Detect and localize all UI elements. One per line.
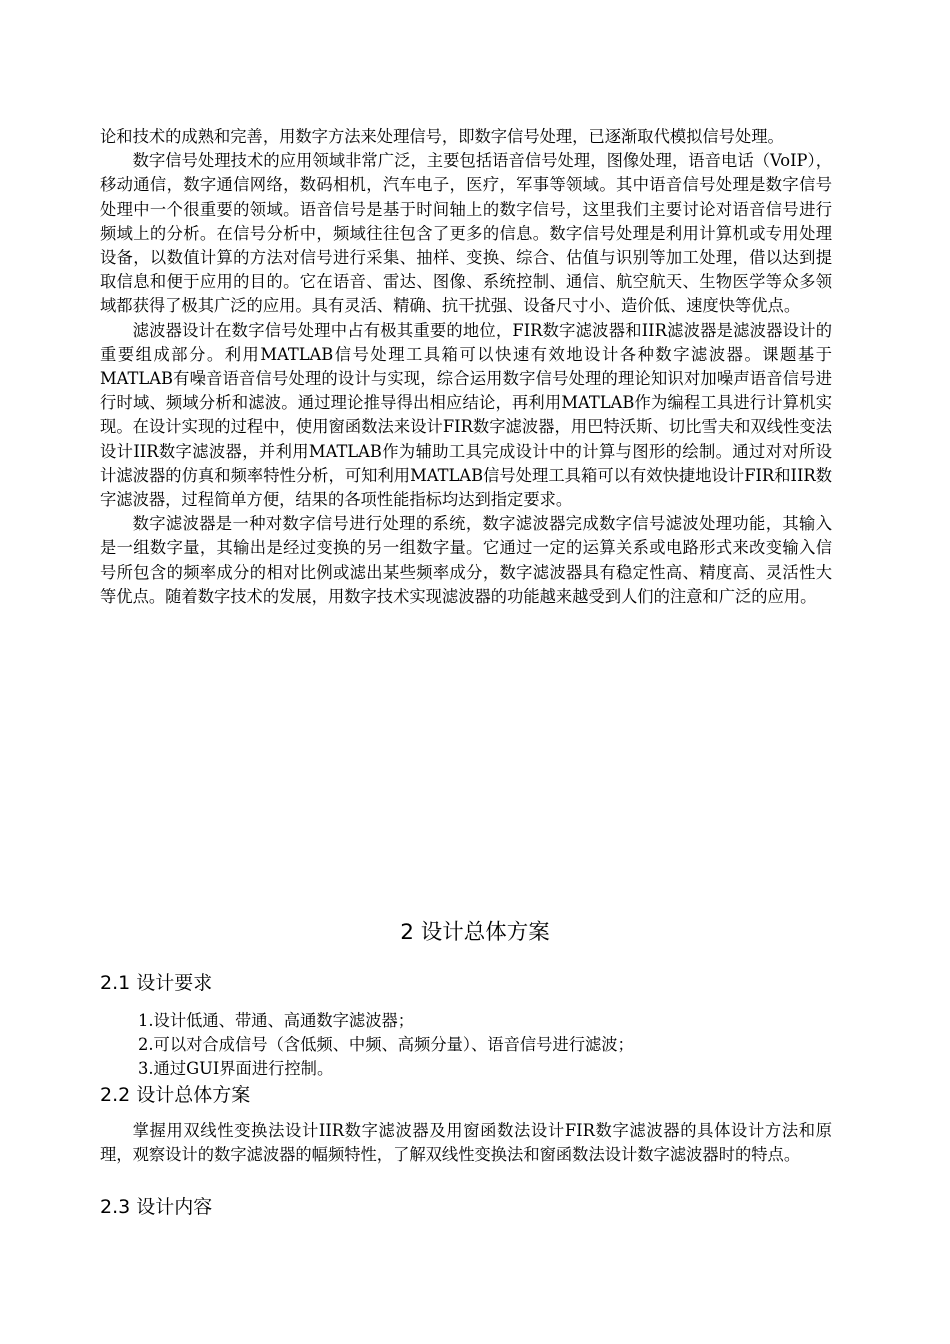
requirements-list bbox=[138, 1009, 634, 1082]
intro-paragraph-1: 论和技术的成熟和完善，用数字方法来处理信号，即数字信号处理，已逐渐取代模拟信号处理。 bbox=[100, 127, 784, 146]
intro-paragraph-2: 数字信号处理技术的应用领域非常广泛，主要包括语音信号处理，图像处理，语音电话（VoIP），移动通信，数字通信网络，数码相机，汽车电子，医疗，军事等领域。其中语音信号处理是数字信号处理中一个很重要的领域。语音信号是基于时间轴上的数字信号，这里我们主要讨论对语音信号进行频域上的分析。在信号分析中，频域往往包含了更多的信息。数字信号处理是利用计算机或专用处理设备，以数值计算的方法对信号进行采集、抽样、变换、综合、估值与识别等加工处理，借以达到提取信息和便于应用的目的。它在语音、雷达、图像、系统控制、通信、航空航天、生物医学等众多领域都获得了极其广泛的应用。具有灵活、精确、抗干扰强、设备尺寸小、造价低、速度快等优点。 bbox=[100, 151, 832, 316]
intro-paragraph-3: 滤波器设计在数字信号处理中占有极其重要的地位，FIR数字滤波器和IIR滤波器是滤波器设计的重要组成部分。利用MATLAB信号处理工具箱可以快速有效地设计各种数字滤波器。课题基于MATLAB有噪音语音信号处理的设计与实现，综合运用数字信号处理的理论知识对加噪声语音信号进行时域、频域分析和滤波。通过理论推导得出相应结论，再利用MATLAB作为编程工具进行计算机实现。在设计实现的过程中，使用窗函数法来设计FIR数字滤波器，用巴特沃斯、切比雪夫和双线性变法设计IIR数字滤波器，并利用MATLAB作为辅助工具完成设计中的计算与图形的绘制。通过对对所设计滤波器的仿真和频率特性分析，可知利用MATLAB信号处理工具箱可以有效快捷地设计FIR和IIR数字滤波器，过程简单方便，结果的各项性能指标均达到指定要求。 bbox=[100, 320, 832, 510]
section-2-2-body bbox=[100, 1119, 832, 1167]
chapter-title: 2 设计总体方案 bbox=[400, 920, 550, 945]
section-2-1-title: 2.1 设计要求 bbox=[100, 972, 213, 994]
section-2-2-paragraph: 掌握用双线性变换法设计IIR数字滤波器及用窗函数法设计FIR数字滤波器的具体设计方法和原理，观察设计的数字滤波器的幅频特性，了解双线性变换法和窗函数法设计数字滤波器时的特点。 bbox=[100, 1121, 832, 1165]
section-2-3-title: 2.3 设计内容 bbox=[100, 1196, 213, 1218]
requirement-item: 2.可以对合成信号（含低频、中频、高频分量）、语音信号进行滤波； bbox=[138, 1035, 634, 1055]
intro-section bbox=[100, 125, 832, 609]
requirement-item: 1.设计低通、带通、高通数字滤波器； bbox=[138, 1011, 415, 1030]
section-2-2-title: 2.2 设计总体方案 bbox=[100, 1084, 251, 1106]
intro-paragraph-4: 数字滤波器是一种对数字信号进行处理的系统，数字滤波器完成数字信号滤波处理功能，其输入是一组数字量，其输出是经过变换的另一组数字量。它通过一定的运算关系或电路形式来改变输入信号所包含的频率成分的相对比例或滤出某些频率成分，数字滤波器具有稳定性高、精度高、灵活性大等优点。随着数字技术的发展，用数字技术实现滤波器的功能越来越受到人们的注意和广泛的应用。 bbox=[100, 514, 832, 606]
requirement-item: 3.通过GUI界面进行控制。 bbox=[138, 1059, 334, 1079]
